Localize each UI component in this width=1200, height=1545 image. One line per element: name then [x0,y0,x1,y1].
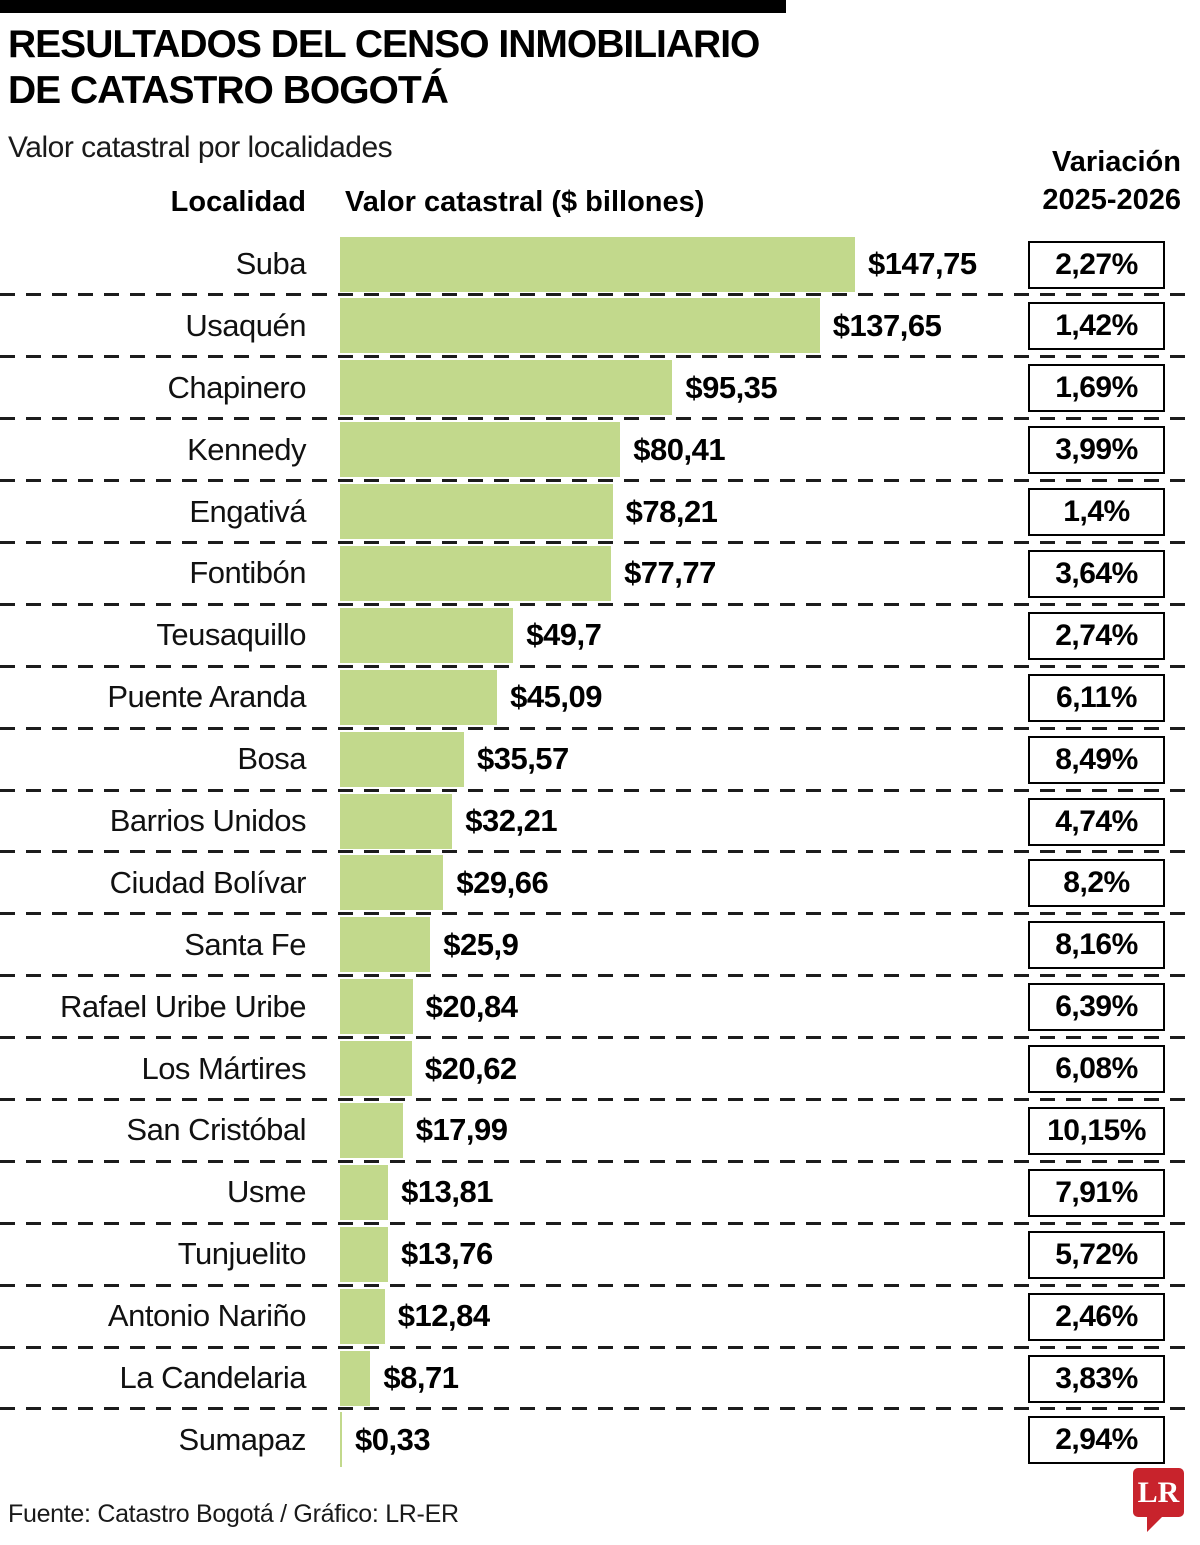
row-value-label: $13,76 [400,1236,493,1272]
row-value-label: $147,75 [868,245,977,281]
row-variation-badge: 6,08% [1028,1045,1165,1093]
row-variation-badge: 8,16% [1028,921,1165,969]
page-title-line2: DE CATASTRO BOGOTÁ [8,69,448,112]
row-locality-label: San Cristóbal [126,1112,306,1148]
table-row [0,1223,1200,1285]
table-row [0,419,1200,481]
row-variation-badge: 2,27% [1028,241,1165,289]
column-header-valor-catastral: Valor catastral ($ billones) [345,186,705,218]
row-value-label: $13,81 [401,1174,493,1210]
row-variation-badge: 2,74% [1028,612,1165,660]
row-value-label: $17,99 [415,1112,508,1148]
table-row [0,1038,1200,1100]
column-header-localidad: Localidad [170,186,306,218]
row-value-bar [340,484,613,539]
row-value-bar [340,1351,370,1406]
row-value-bar [340,608,513,663]
row-locality-label: Los Mártires [141,1050,306,1086]
page-title [8,22,759,114]
table-row [0,233,1200,295]
row-value-bar [340,1412,342,1467]
row-variation-badge: 6,39% [1028,983,1165,1031]
row-locality-label: Teusaquillo [156,617,306,653]
row-value-label: $95,35 [685,369,778,405]
row-variation-badge: 3,99% [1028,426,1165,474]
table-row [0,666,1200,728]
row-value-label: $32,21 [465,802,558,838]
row-locality-label: Puente Aranda [107,679,306,715]
page-title-line1: RESULTADOS DEL CENSO INMOBILIARIO [8,23,760,66]
row-value-bar [340,422,620,477]
column-header-variacion-line1: Variación [1052,146,1181,178]
row-value-label: $80,41 [633,431,726,467]
row-locality-label: Usme [227,1174,306,1210]
row-variation-badge: 7,91% [1028,1169,1165,1217]
row-variation-badge: 5,72% [1028,1231,1165,1279]
row-value-bar [340,298,820,353]
row-value-label: $45,09 [510,679,602,715]
row-locality-label: Engativá [189,493,306,529]
column-header-variacion-line2: 2025-2026 [1042,184,1181,216]
chart-subtitle: Valor catastral por localidades [8,131,393,164]
table-row [0,976,1200,1038]
row-locality-label: Rafael Uribe Uribe [60,988,306,1024]
row-value-label: $0,33 [355,1421,431,1457]
row-value-label: $25,9 [443,926,519,962]
row-value-bar [340,1103,403,1158]
table-row [0,1161,1200,1223]
row-value-label: $12,84 [397,1298,490,1334]
table-row [0,481,1200,543]
row-value-label: $8,71 [383,1359,459,1395]
row-locality-label: Fontibón [189,555,306,591]
row-variation-badge: 10,15% [1028,1107,1165,1155]
row-locality-label: Santa Fe [184,926,306,962]
table-row [0,295,1200,357]
row-locality-label: Usaquén [185,307,306,343]
table-row [0,1285,1200,1347]
row-locality-label: Suba [235,245,306,281]
row-value-bar [340,917,430,972]
row-locality-label: Chapinero [167,369,306,405]
table-row [0,357,1200,419]
row-value-bar [340,1041,412,1096]
row-locality-label: Antonio Nariño [107,1298,306,1334]
row-variation-badge: 3,64% [1028,550,1165,598]
row-value-label: $77,77 [624,555,716,591]
row-value-bar [340,979,413,1034]
row-variation-badge: 2,46% [1028,1293,1165,1341]
row-locality-label: Bosa [237,741,306,777]
row-value-bar [340,546,611,601]
row-variation-badge: 3,83% [1028,1355,1165,1403]
row-value-bar [340,1165,388,1220]
row-variation-badge: 1,69% [1028,364,1165,412]
row-value-label: $20,62 [424,1050,517,1086]
row-value-bar [340,670,497,725]
table-row [0,1347,1200,1409]
source-credit: Fuente: Catastro Bogotá / Gráfico: LR-ER [8,1500,459,1528]
row-value-bar [340,732,464,787]
row-locality-label: Tunjuelito [177,1236,306,1272]
row-value-label: $49,7 [526,617,602,653]
row-value-bar [340,1289,385,1344]
lr-logo: LR [1133,1468,1184,1517]
row-locality-label: Sumapaz [178,1421,306,1457]
row-locality-label: Ciudad Bolívar [109,864,306,900]
row-locality-label: Barrios Unidos [109,802,306,838]
table-row [0,852,1200,914]
top-accent-bar [0,0,786,13]
table-row [0,1409,1200,1471]
table-row [0,790,1200,852]
column-header-variacion [950,143,1181,219]
row-variation-badge: 4,74% [1028,798,1165,846]
row-variation-badge: 8,49% [1028,736,1165,784]
row-variation-badge: 2,94% [1028,1416,1165,1464]
row-value-label: $29,66 [456,864,549,900]
table-row [0,728,1200,790]
table-row [0,914,1200,976]
table-row [0,542,1200,604]
row-variation-badge: 8,2% [1028,859,1165,907]
row-variation-badge: 1,42% [1028,302,1165,350]
row-value-label: $78,21 [625,493,718,529]
row-variation-badge: 6,11% [1028,674,1165,722]
row-locality-label: Kennedy [187,431,306,467]
row-value-bar [340,1227,388,1282]
row-value-label: $20,84 [425,988,518,1024]
row-value-bar [340,855,443,910]
row-value-bar [340,360,672,415]
row-value-label: $35,57 [476,741,569,777]
row-value-bar [340,794,452,849]
row-value-bar [340,237,855,292]
row-variation-badge: 1,4% [1028,488,1165,536]
table-row [0,604,1200,666]
lr-logo-tail [1147,1515,1164,1532]
rows [0,233,1200,1471]
table-row [0,1099,1200,1161]
row-locality-label: La Candelaria [119,1359,306,1395]
row-value-label: $137,65 [832,307,942,343]
